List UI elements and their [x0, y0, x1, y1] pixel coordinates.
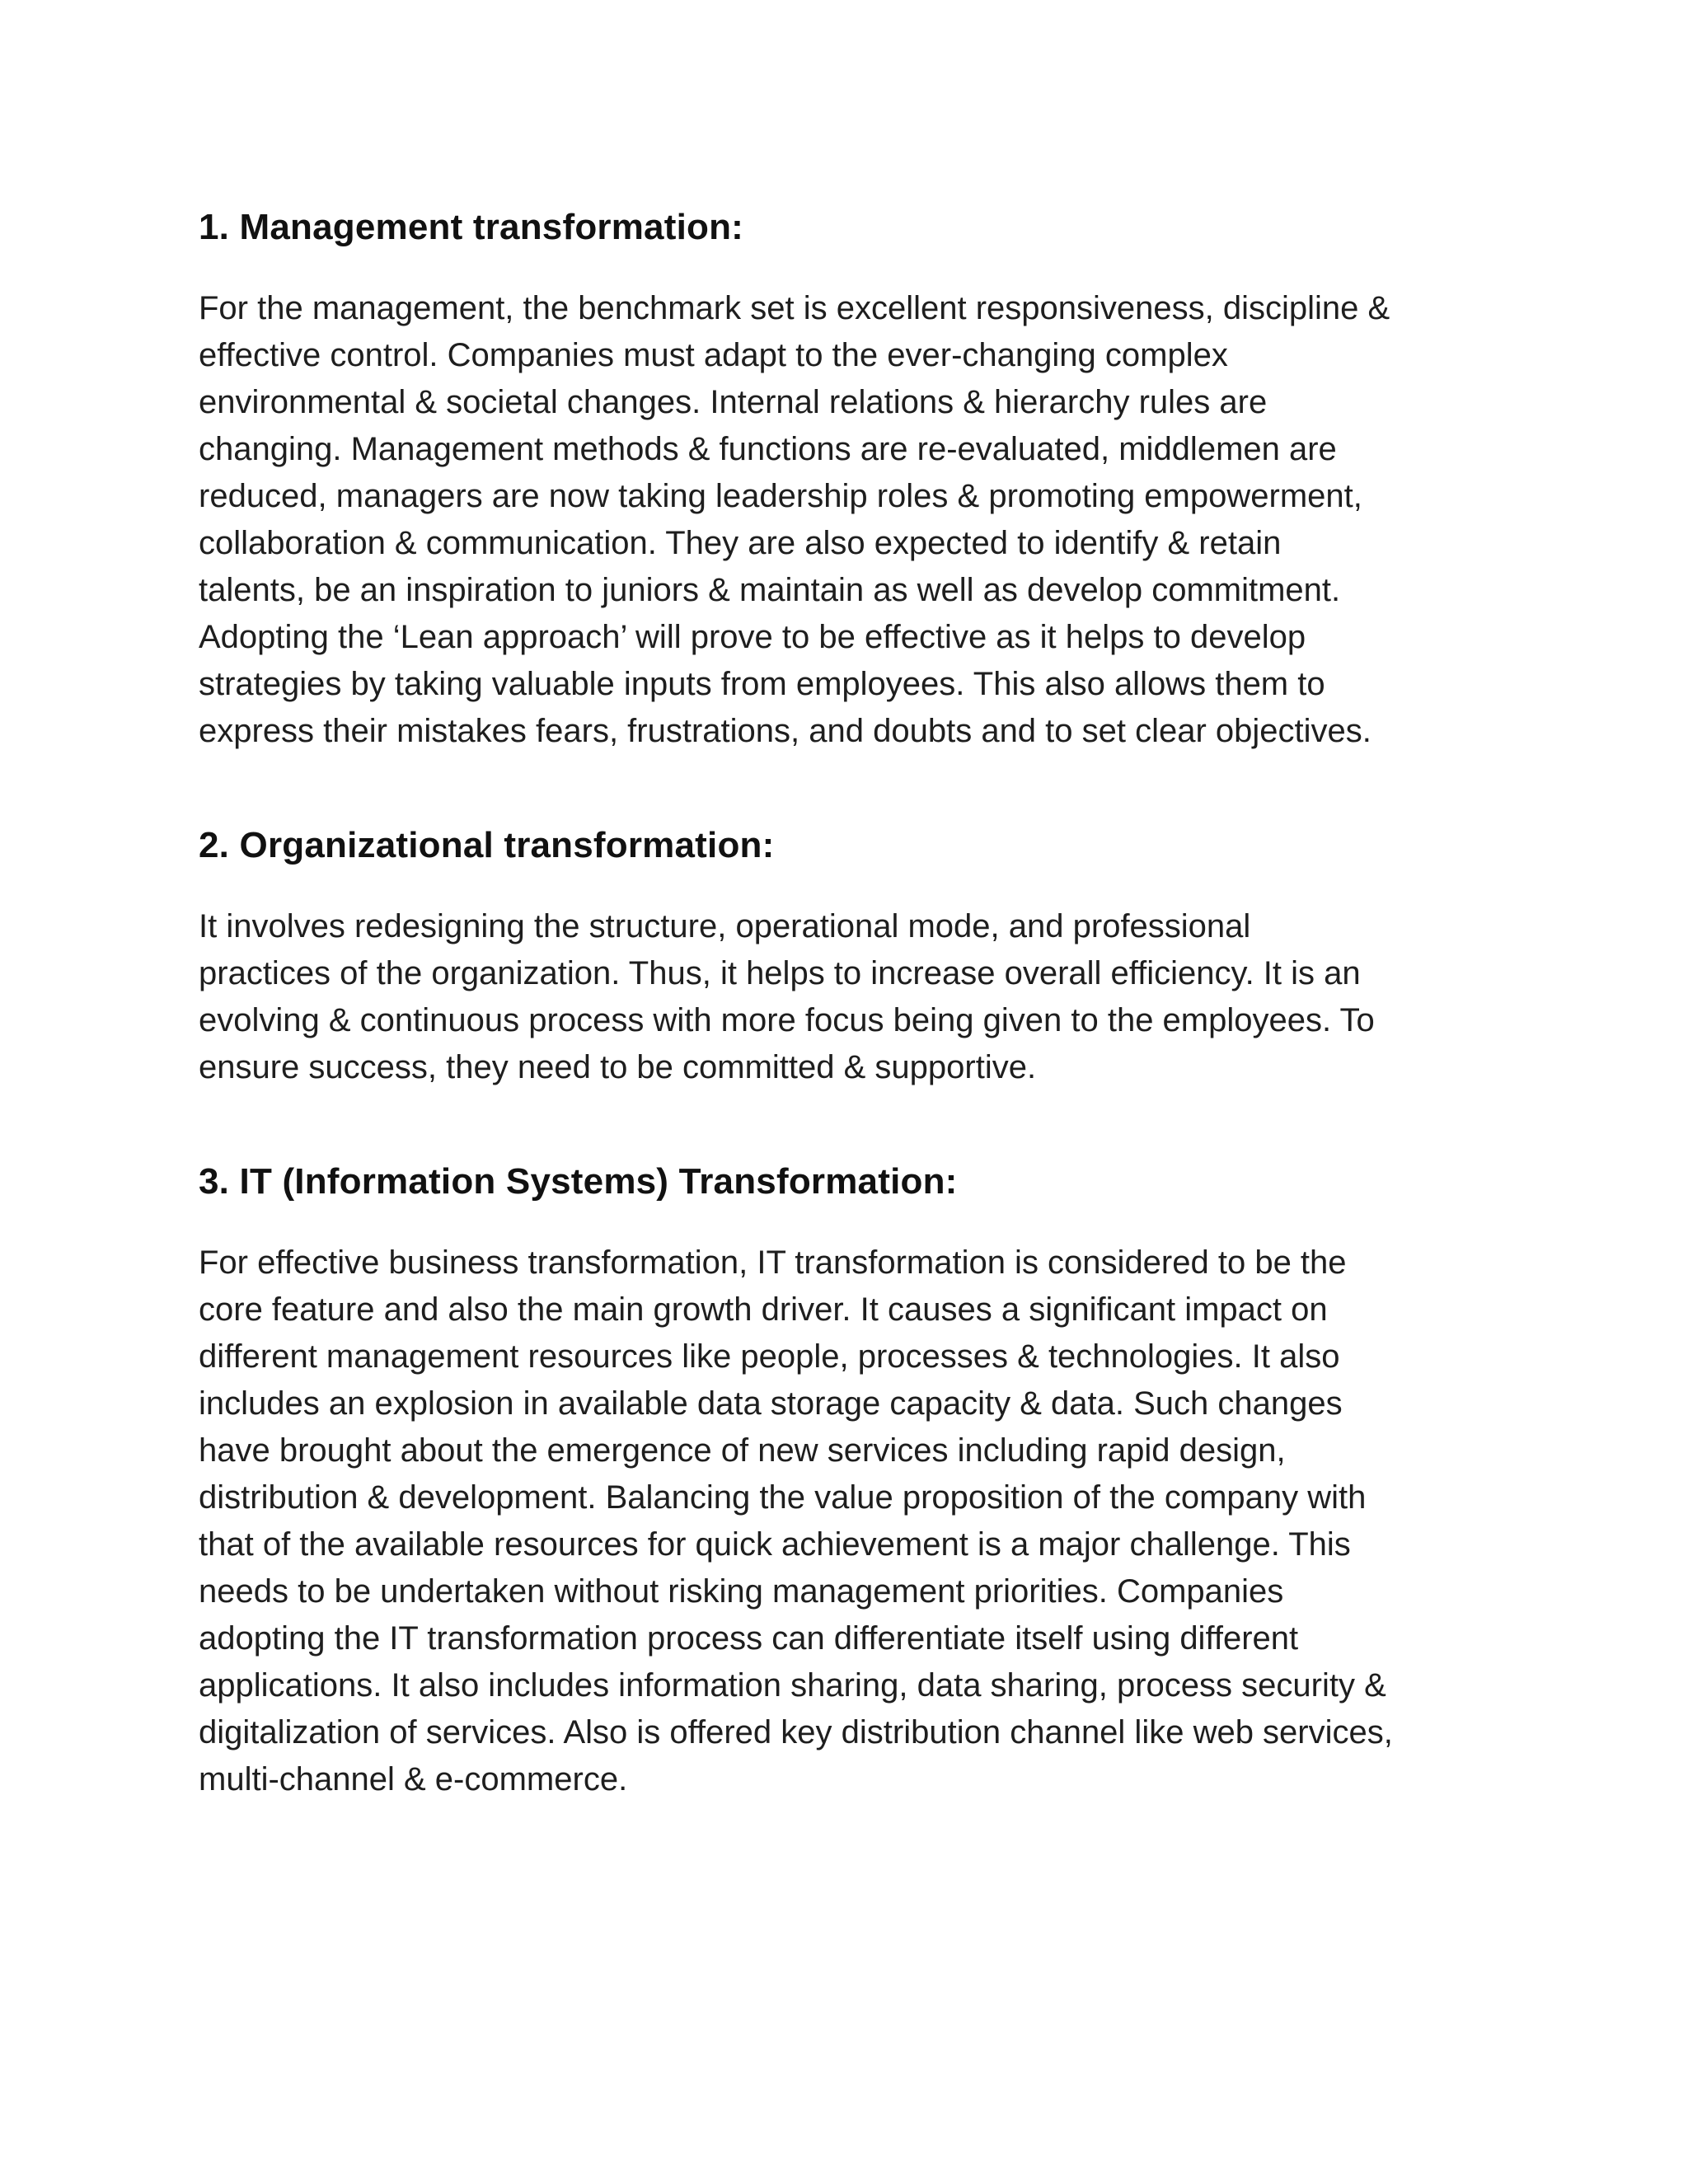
section-heading-organizational: 2. Organizational transformation: [199, 825, 775, 865]
body-line: reduced, managers are now taking leadership roles & promoting empowerment, [199, 478, 1362, 514]
body-line: For effective business transformation, IT transformation is considered to be the [199, 1244, 1347, 1281]
body-line: core feature and also the main growth driver. It causes a significant impact on [199, 1291, 1328, 1328]
body-line: applications. It also includes information sharing, data sharing, process security & [199, 1667, 1386, 1704]
body-line: adopting the IT transformation process can differentiate itself using different [199, 1620, 1299, 1657]
body-line: evolving & continuous process with more focus being given to the employees. To [199, 1002, 1375, 1038]
body-line: environmental & societal changes. Internal relations & hierarchy rules are [199, 384, 1268, 420]
body-line: changing. Management methods & functions are re-evaluated, middlemen are [199, 431, 1337, 467]
body-line: It involves redesigning the structure, operational mode, and professional [199, 908, 1251, 944]
body-line: ensure success, they need to be committed & supportive. [199, 1049, 1037, 1085]
section-body-management [199, 285, 1509, 755]
section-body-organizational [199, 903, 1509, 1091]
section-heading-management: 1. Management transformation: [199, 207, 744, 247]
body-line: For the management, the benchmark set is excellent responsiveness, discipline & [199, 290, 1390, 326]
body-line: digitalization of services. Also is offered key distribution channel like web services, [199, 1714, 1393, 1750]
body-line: that of the available resources for quick achievement is a major challenge. This [199, 1526, 1351, 1563]
document-page [199, 204, 1509, 1803]
body-line: practices of the organization. Thus, it helps to increase overall efficiency. It is an [199, 955, 1361, 991]
body-line: needs to be undertaken without risking management priorities. Companies [199, 1573, 1284, 1610]
body-line: distribution & development. Balancing the value proposition of the company with [199, 1479, 1367, 1516]
body-line: Adopting the ‘Lean approach’ will prove to be effective as it helps to develop [199, 619, 1306, 655]
body-line: multi-channel & e-commerce. [199, 1761, 628, 1797]
body-line: collaboration & communication. They are also expected to identify & retain [199, 525, 1282, 561]
body-line: different management resources like people, processes & technologies. It also [199, 1338, 1340, 1375]
body-line: talents, be an inspiration to juniors & maintain as well as develop commitment. [199, 572, 1341, 608]
body-line: effective control. Companies must adapt to the ever-changing complex [199, 337, 1228, 373]
body-line: express their mistakes fears, frustrations, and doubts and to set clear objectives. [199, 713, 1372, 749]
section-heading-it-transformation: 3. IT (Information Systems) Transformation: [199, 1161, 958, 1202]
section-body-it-transformation [199, 1240, 1509, 1803]
body-line: have brought about the emergence of new services including rapid design, [199, 1432, 1286, 1469]
body-line: includes an explosion in available data storage capacity & data. Such changes [199, 1385, 1343, 1422]
body-line: strategies by taking valuable inputs from employees. This also allows them to [199, 666, 1325, 702]
